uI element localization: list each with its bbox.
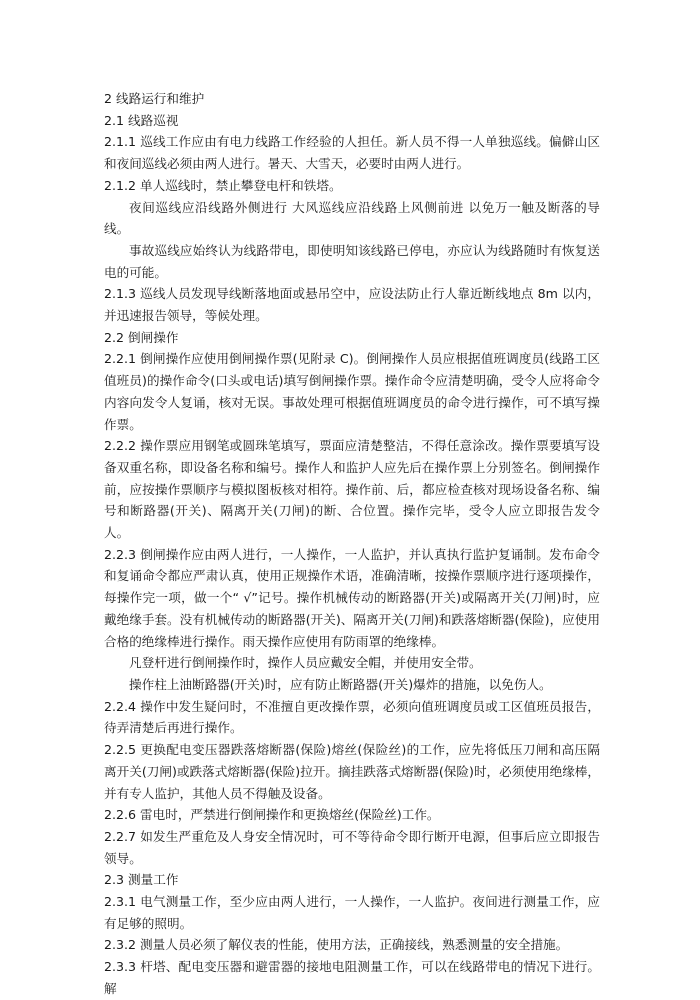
clause-2-1-3: 2.1.3 巡线人员发现导线断落地面或悬吊空中，应设法防止行人靠近断线地点 8m 以内，并迅速报告领导，等候处理。 — [104, 286, 600, 324]
section-heading-2-3: 2.3 测量工作 — [104, 872, 179, 888]
paragraph-pole-climbing: 凡登杆进行倒闸操作时，操作人员应戴安全帽，并使用安全带。 — [129, 655, 482, 671]
chapter-heading: 2 线路运行和维护 — [104, 91, 205, 106]
clause-2-1-2: 2.1.2 单人巡线时，禁止攀登电杆和铁塔。 — [104, 177, 342, 193]
document-body — [104, 88, 600, 1000]
clause-2-3-1: 2.3.1 电气测量工作，至少应由两人进行，一人操作，一人监护。夜间进行测量工作，应有足够的照明。 — [104, 894, 600, 931]
clause-2-2-4: 2.2.4 操作中发生疑问时，不准擅自更改操作票，必须向值班调度员或工区值班员报告，待弄清楚后再进行操作。 — [104, 698, 600, 736]
clause-2-2-5: 2.2.5 更换配电变压器跌落熔断器(保险)熔丝(保险丝)的工作，应先将低压刀闸和高压隔离开关(刀闸)或跌落式熔断器(保险)拉开。摘挂跌落式熔断器(保险)时，必须使用绝缘棒，并有专人监护，其他人员不得触及设备。 — [104, 742, 600, 801]
clause-2-2-3: 2.2.3 倒闸操作应由两人进行，一人操作，一人监护，并认真执行监护复诵制。发布命令和复诵命令都应严肃认真，使用正规操作术语，准确清晰，按操作票顺序进行逐项操作，每操作完一项，做一个“ √”记号。操作机械传动的断路器(开关)或隔离开关(刀闸)时，应戴绝缘手套。没有机械传动的断路器(开关)、隔离开关(刀闸)和跌落熔断器(保险)，应使用合格的绝缘棒进行操作。雨天操作应使用有防雨罩的绝缘棒。 — [104, 546, 600, 649]
clause-2-3-3: 2.3.3 杆塔、配电变压器和避雷器的接地电阻测量工作，可以在线路带电的情况下进行。解 — [104, 959, 600, 996]
clause-2-1-1: 2.1.1 巡线工作应由有电力线路工作经验的人担任。新人员不得一人单独巡线。偏僻山区和夜间巡线必须由两人进行。暑天、大雪天，必要时由两人进行。 — [104, 134, 600, 172]
clause-2-2-6: 2.2.6 雷电时，严禁进行倒闸操作和更换熔丝(保险丝)工作。 — [104, 807, 440, 823]
paragraph-night-patrol: 夜间巡线应沿线路外侧进行 大风巡线应沿线路上风侧前进 以免万一触及断落的导线。 — [104, 199, 600, 237]
section-heading-2-1: 2.1 线路巡视 — [104, 112, 179, 128]
paragraph-accident-patrol: 事故巡线应始终认为线路带电，即使明知该线路已停电，亦应认为线路随时有恢复送电的可能。 — [104, 242, 600, 280]
clause-2-2-7: 2.2.7 如发生严重危及人身安全情况时，可不等待命令即行断开电源，但事后应立即报告领导。 — [104, 828, 600, 866]
clause-2-2-2: 2.2.2 操作票应用钢笔或圆珠笔填写，票面应清楚整洁，不得任意涂改。操作票要填写设备双重名称，即设备名称和编号。操作人和监护人应先后在操作票上分别签名。倒闸操作前，应按操作票顺序与模拟图板核对相符。操作前、后，都应检查核对现场设备名称、编号和断路器(开关)、隔离开关(刀闸)的断、合位置。操作完毕，受令人应立即报告发令人。 — [104, 438, 600, 541]
section-heading-2-2: 2.2 倒闸操作 — [104, 329, 179, 345]
paragraph-oil-breaker: 操作柱上油断路器(开关)时，应有防止断路器(开关)爆炸的措施，以免伤人。 — [129, 676, 552, 692]
clause-2-2-1: 2.2.1 倒闸操作应使用倒闸操作票(见附录 C)。倒闸操作人员应根据值班调度员(线路工区值班员)的操作命令(口头或电话)填写倒闸操作票。操作命令应清楚明确，受令人应将命令内容向发令人复诵，核对无误。事故处理可根据值班调度员的命令进行操作，可不填写操作票。 — [104, 351, 600, 432]
clause-2-3-2: 2.3.2 测量人员必须了解仪表的性能，使用方法，正确接线，熟悉测量的安全措施。 — [104, 937, 569, 953]
